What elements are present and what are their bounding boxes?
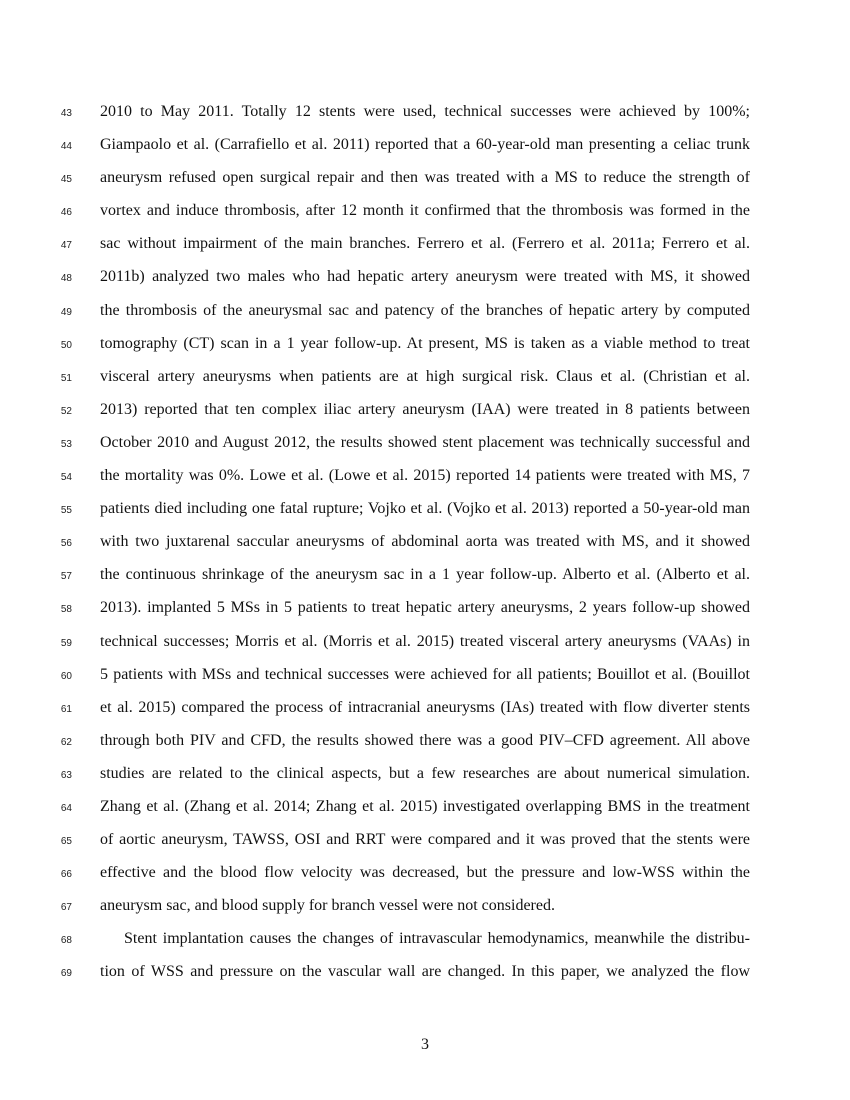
line-text: sac without impairment of the main branches. Ferrero et al. (Ferrero et al. 2011a; Ferrero et al. — [100, 235, 750, 253]
text-line — [0, 461, 850, 494]
text-line — [0, 130, 850, 163]
line-number: 61 — [60, 703, 72, 715]
line-text: tomography (CT) scan in a 1 year follow-up. At present, MS is taken as a viable method to treat — [100, 334, 750, 352]
text-line — [0, 428, 850, 461]
line-number: 44 — [60, 141, 72, 153]
line-text: tion of WSS and pressure on the vascular wall are changed. In this paper, we analyzed the flow — [100, 963, 750, 981]
line-number: 49 — [60, 306, 72, 318]
line-number: 50 — [60, 339, 72, 351]
line-number: 62 — [60, 736, 72, 748]
text-line — [0, 527, 850, 560]
line-text: the thrombosis of the aneurysmal sac and patency of the branches of hepatic artery by computed — [100, 301, 750, 319]
text-line — [0, 693, 850, 726]
text-line — [0, 262, 850, 295]
line-text: visceral artery aneurysms when patients are at high surgical risk. Claus et al. (Christian et al. — [100, 367, 750, 385]
line-number: 58 — [60, 604, 72, 616]
line-number: 56 — [60, 538, 72, 550]
text-line — [0, 593, 850, 626]
text-line — [0, 97, 850, 130]
text-line — [0, 792, 850, 825]
line-text: with two juxtarenal saccular aneurysms of abdominal aorta was treated with MS, and it showed — [100, 533, 750, 551]
line-text: vortex and induce thrombosis, after 12 month it confirmed that the thrombosis was formed in the — [100, 202, 750, 220]
line-number: 60 — [60, 670, 72, 682]
text-line — [0, 924, 850, 957]
page-number: 3 — [421, 1036, 429, 1053]
line-number: 68 — [60, 935, 72, 947]
line-number: 65 — [60, 836, 72, 848]
text-line — [0, 296, 850, 329]
text-line — [0, 229, 850, 262]
line-text: studies are related to the clinical aspects, but a few researches are about numerical simulation. — [100, 764, 750, 782]
line-number: 54 — [60, 472, 72, 484]
line-number: 59 — [60, 637, 72, 649]
line-number: 67 — [60, 902, 72, 914]
text-line — [0, 560, 850, 593]
line-text: patients died including one fatal rupture; Vojko et al. (Vojko et al. 2013) reported a 50-year-old man — [100, 500, 750, 518]
text-line — [0, 957, 850, 990]
text-line — [0, 329, 850, 362]
line-text: effective and the blood flow velocity was decreased, but the pressure and low-WSS within the — [100, 864, 750, 882]
line-number: 48 — [60, 273, 72, 285]
text-line — [0, 825, 850, 858]
line-number: 66 — [60, 869, 72, 881]
text-line — [0, 726, 850, 759]
line-number: 45 — [60, 174, 72, 186]
line-text: through both PIV and CFD, the results showed there was a good PIV–CFD agreement. All above — [100, 731, 750, 749]
line-text: 5 patients with MSs and technical successes were achieved for all patients; Bouillot et al. (Bouillot — [100, 665, 750, 683]
line-text: 2013). implanted 5 MSs in 5 patients to treat hepatic artery aneurysms, 2 years follow-up showed — [100, 599, 750, 617]
line-text: technical successes; Morris et al. (Morris et al. 2015) treated visceral artery aneurysms (VAAs) in — [100, 632, 750, 650]
line-number: 57 — [60, 571, 72, 583]
line-text: et al. 2015) compared the process of intracranial aneurysms (IAs) treated with flow diverter stents — [100, 698, 750, 716]
line-text: 2010 to May 2011. Totally 12 stents were used, technical successes were achieved by 100%; — [100, 103, 750, 120]
line-number: 55 — [60, 505, 72, 517]
text-line — [0, 660, 850, 693]
line-number: 51 — [60, 372, 72, 384]
line-text: Stent implantation causes the changes of intravascular hemodynamics, meanwhile the distribu- — [124, 930, 750, 948]
line-number: 64 — [60, 802, 72, 814]
line-number: 69 — [60, 968, 72, 980]
text-line — [0, 362, 850, 395]
text-line — [0, 891, 850, 924]
line-number: 43 — [60, 108, 72, 119]
line-text: 2013) reported that ten complex iliac artery aneurysm (IAA) were treated in 8 patients between — [100, 400, 750, 418]
text-line — [0, 395, 850, 428]
line-text: Zhang et al. (Zhang et al. 2014; Zhang et al. 2015) investigated overlapping BMS in the treatment — [100, 797, 750, 815]
body-text — [0, 97, 850, 991]
text-line — [0, 858, 850, 891]
line-text: aneurysm sac, and blood supply for branch vessel were not considered. — [100, 897, 555, 915]
text-line — [0, 759, 850, 792]
line-text: October 2010 and August 2012, the results showed stent placement was technically successful and — [100, 433, 750, 451]
line-text: aneurysm refused open surgical repair and then was treated with a MS to reduce the strength of — [100, 169, 750, 187]
text-line — [0, 163, 850, 196]
line-text: the continuous shrinkage of the aneurysm sac in a 1 year follow-up. Alberto et al. (Alberto et al. — [100, 566, 750, 584]
line-text: Giampaolo et al. (Carrafiello et al. 2011) reported that a 60-year-old man presenting a celiac trunk — [100, 136, 750, 154]
line-number: 52 — [60, 405, 72, 417]
text-line — [0, 196, 850, 229]
line-text: 2011b) analyzed two males who had hepatic artery aneurysm were treated with MS, it showed — [100, 268, 750, 286]
line-text: the mortality was 0%. Lowe et al. (Lowe et al. 2015) reported 14 patients were treated with MS, 7 — [100, 467, 750, 485]
line-number: 46 — [60, 207, 72, 219]
line-text: of aortic aneurysm, TAWSS, OSI and RRT were compared and it was proved that the stents were — [100, 831, 750, 849]
text-line — [0, 627, 850, 660]
line-number: 63 — [60, 769, 72, 781]
line-number: 47 — [60, 240, 72, 252]
text-line — [0, 494, 850, 527]
line-number: 53 — [60, 438, 72, 450]
